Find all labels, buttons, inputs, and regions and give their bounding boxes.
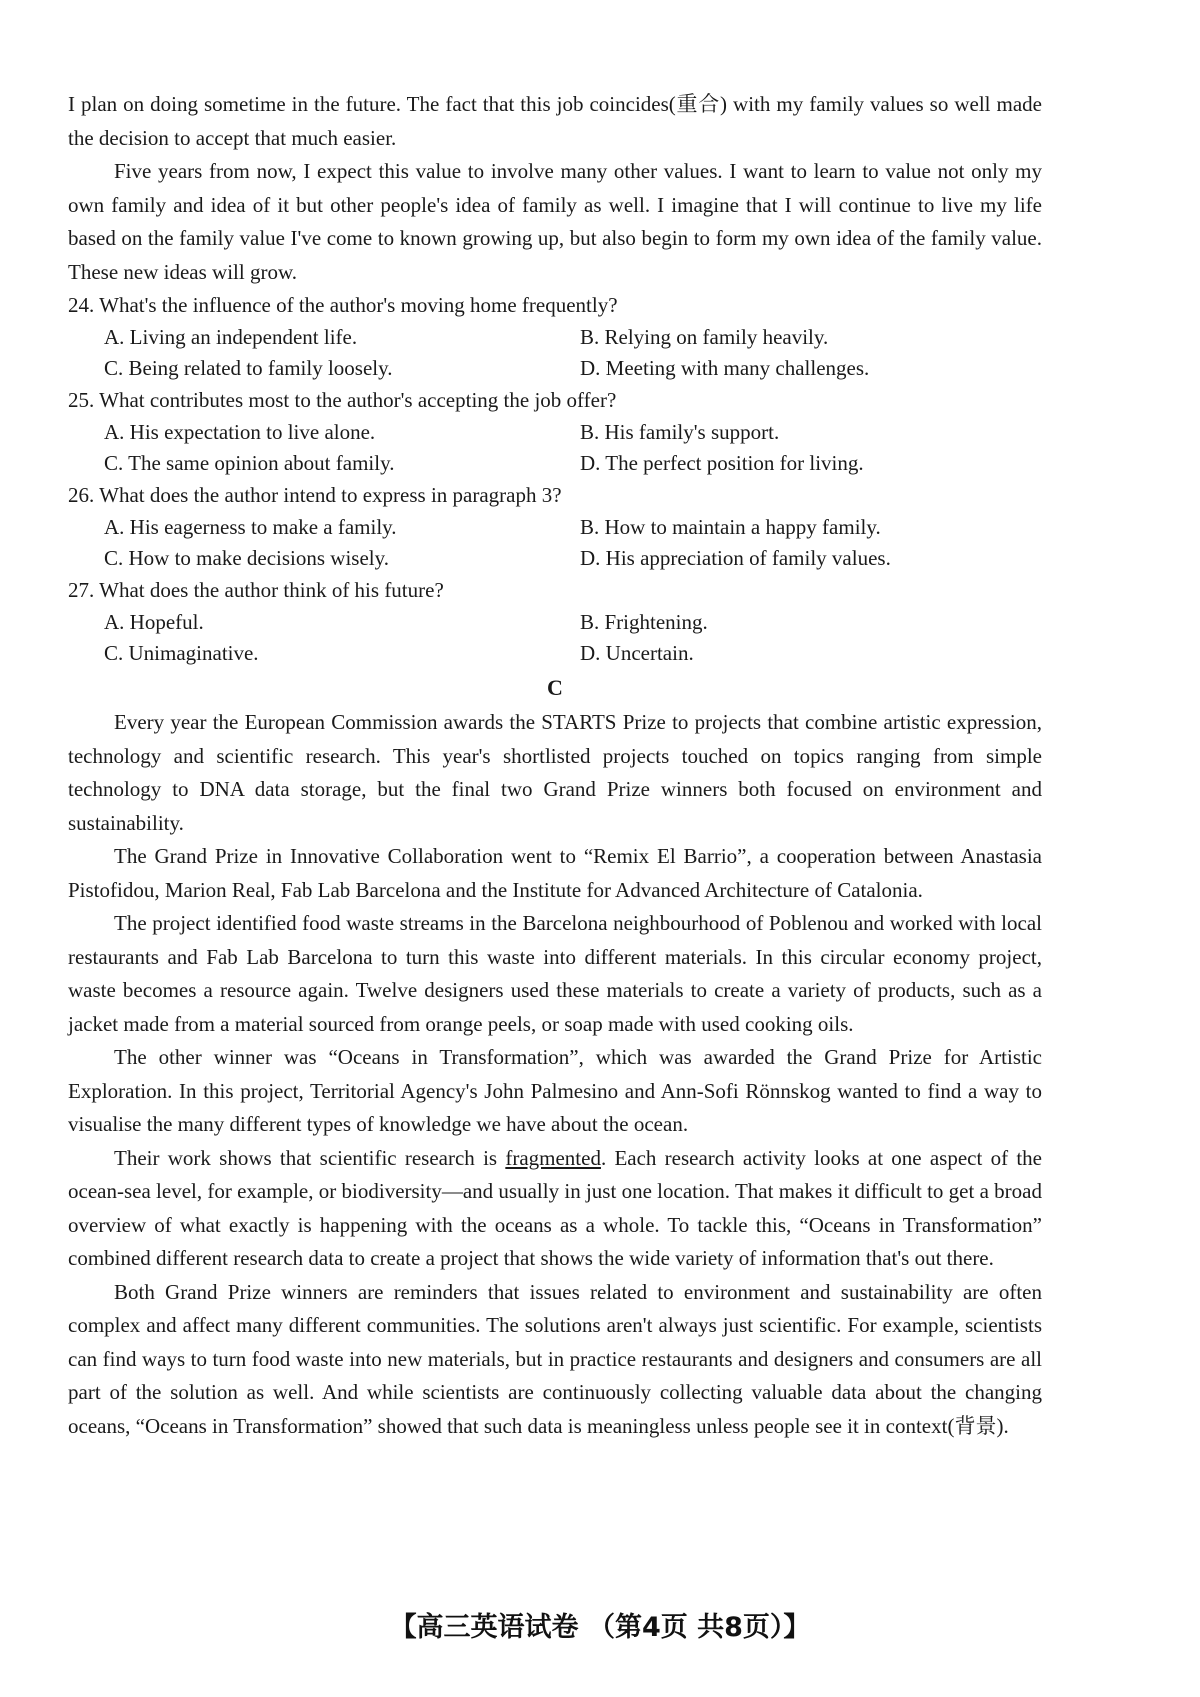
option-b: B. Relying on family heavily.: [580, 325, 829, 349]
passage-c-paragraph: The project identified food waste streams in the Barcelona neighbourhood of Poblenou and worked with local restaurants and Fab Lab Barcelona to turn this waste into different materials. In this circular economy project, waste becomes a resource again. Twelve designers used these materials to create a variety of products, such as a jacket made from a material sourced from orange peels, or soap made with used cooking oils.: [68, 911, 1042, 1036]
passage-b-paragraph: Five years from now, I expect this value to involve many other values. I want to learn to value not only my own family and idea of it but other people's idea of family as well. I imagine that I will continue to live my life based on the family value I've come to known growing up, but also begin to form my own idea of the family value. These new ideas will grow.: [68, 159, 1042, 284]
option-a: A. Hopeful.: [104, 610, 204, 634]
passage-c-paragraph: Every year the European Commission awards the STARTS Prize to projects that combine artistic expression, technology and scientific research. This year's shortlisted projects touched on topics ranging from simple technology to DNA data storage, but the final two Grand Prize winners both focused on environment and sustainability.: [68, 710, 1042, 835]
option-a: A. Living an independent life.: [104, 325, 358, 349]
question-stem: 27. What does the author think of his future?: [68, 578, 444, 602]
question-stem: 26. What does the author intend to express in paragraph 3?: [68, 483, 562, 507]
paragraph-text: Their work shows that scientific research is: [114, 1145, 506, 1170]
page-footer: 【高三英语试卷 （第4页 共8页）】: [389, 1612, 811, 1643]
passage-c-paragraph: The other winner was “Oceans in Transformation”, which was awarded the Grand Prize for Artistic Exploration. In this project, Territorial Agency's John Palmesino and Ann-Sofi Rönnskog wanted to find a way to visualise the many different types of knowledge we have about the ocean.: [68, 1045, 1042, 1136]
option-c: C. Being related to family loosely.: [104, 356, 393, 380]
question-stem: 25. What contributes most to the author's accepting the job offer?: [68, 388, 617, 412]
passage-b-paragraph: I plan on doing sometime in the future. The fact that this job coincides(重合) with my family values so well made the decision to accept that much easier.: [68, 92, 1042, 150]
passage-c-paragraph: [68, 1142, 1042, 1276]
answer-options: [68, 512, 1042, 574]
option-a: A. His expectation to live alone.: [104, 420, 376, 444]
question-26: [68, 479, 1042, 574]
option-a: A. His eagerness to make a family.: [104, 515, 397, 539]
answer-options: [68, 417, 1042, 479]
question-stem: 24. What's the influence of the author's moving home frequently?: [68, 293, 618, 317]
question-24: [68, 289, 1042, 384]
option-b: B. How to maintain a happy family.: [580, 515, 881, 539]
section-heading: C: [547, 675, 563, 700]
option-b: B. His family's support.: [580, 420, 780, 444]
question-25: [68, 384, 1042, 479]
option-c: C. The same opinion about family.: [104, 451, 395, 475]
passage-c-paragraph: Both Grand Prize winners are reminders that issues related to environment and sustainability are often complex and affect many different communities. The solutions aren't always just scientific. For example, scientists can find ways to turn food waste into new materials, but in practice restaurants and designers and consumers are all part of the solution as well. And while scientists are continuously collecting valuable data about the changing oceans, “Oceans in Transformation” showed that such data is meaningless unless people see it in context(背景).: [68, 1279, 1042, 1438]
option-d: D. His appreciation of family values.: [580, 546, 891, 570]
option-c: C. Unimaginative.: [104, 641, 259, 665]
option-b: B. Frightening.: [580, 610, 708, 634]
option-d: D. Uncertain.: [580, 641, 694, 665]
passage-c-paragraph: The Grand Prize in Innovative Collaboration went to “Remix El Barrio”, a cooperation between Anastasia Pistofidou, Marion Real, Fab Lab Barcelona and the Institute for Advanced Architecture of Catalonia.: [68, 844, 1042, 902]
option-d: D. Meeting with many challenges.: [580, 356, 870, 380]
answer-options: [68, 322, 1042, 384]
option-d: D. The perfect position for living.: [580, 451, 864, 475]
answer-options: [68, 607, 1042, 669]
paragraph-text: . Each research activity looks at one aspect of the ocean-sea level, for example, or biodiversity—and usually in just one location. That makes it difficult to get a broad overview of what exactly is happening with the oceans as a whole. To tackle this, “Oceans in Transformation” combined different research data to create a project that shows the wide variety of information that's out there.: [68, 1145, 1042, 1270]
question-27: [68, 574, 1042, 669]
option-c: C. How to make decisions wisely.: [104, 546, 390, 570]
underlined-word: fragmented: [505, 1145, 601, 1170]
